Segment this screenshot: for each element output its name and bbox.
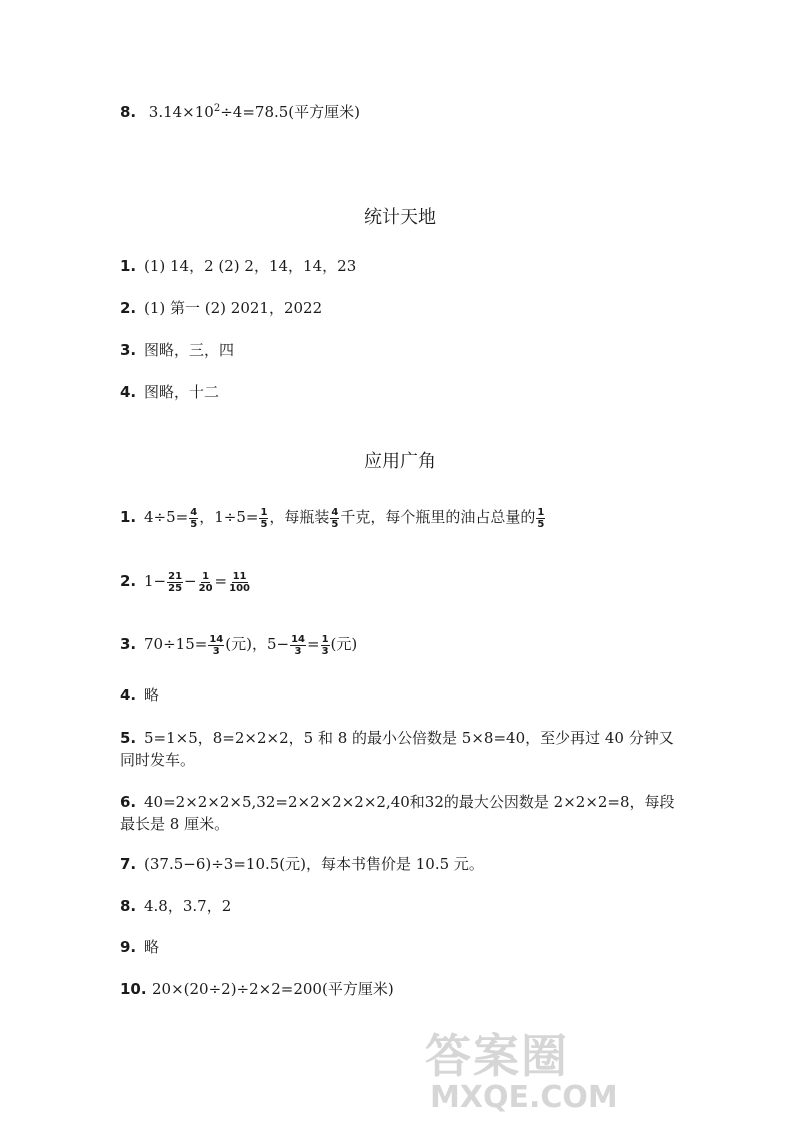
answer-line bbox=[120, 506, 740, 530]
denominator: 25 bbox=[168, 582, 183, 594]
item-number: 5. bbox=[120, 729, 137, 747]
item-number: 4. bbox=[120, 383, 137, 401]
fraction bbox=[228, 571, 251, 594]
item-number: 2. bbox=[120, 572, 137, 590]
answer-text: (1) 14，2 (2) 2，14，14，23 bbox=[144, 257, 357, 275]
answer-text: 5=1×5，8=2×2×2，5 和 8 的最小公倍数是 5×8=40，至少再过 40 分钟又同时发车。 bbox=[120, 729, 674, 769]
numerator: 1 bbox=[260, 506, 268, 518]
answer-text: 1− bbox=[144, 572, 167, 590]
numerator: 1 bbox=[321, 633, 329, 645]
numerator: 4 bbox=[190, 506, 198, 518]
fraction bbox=[189, 507, 198, 530]
answer-text: 图略，十二 bbox=[144, 383, 220, 401]
item-number: 4. bbox=[120, 686, 137, 704]
item-number: 8. bbox=[120, 103, 137, 121]
watermark-url: MXQE.COM bbox=[430, 1080, 618, 1115]
exponent: 2 bbox=[213, 103, 221, 114]
item-number: 7. bbox=[120, 855, 137, 873]
answer-text: (1) 第一 (2) 2021，2022 bbox=[144, 299, 323, 317]
numerator: 14 bbox=[291, 633, 305, 645]
answer-line bbox=[120, 381, 740, 403]
answer-line bbox=[120, 791, 680, 835]
numerator: 14 bbox=[209, 633, 224, 645]
answer-line bbox=[120, 936, 740, 958]
answer-text: 4.8，3.7，2 bbox=[144, 897, 232, 915]
denominator: 5 bbox=[190, 518, 198, 530]
denominator: 5 bbox=[260, 518, 268, 530]
watermark bbox=[425, 1020, 785, 1120]
answer-text: ，每瓶装 bbox=[269, 508, 330, 526]
answer-text: 70÷15= bbox=[144, 635, 208, 653]
fraction bbox=[321, 634, 330, 657]
answer-line bbox=[120, 633, 740, 657]
item-number: 6. bbox=[120, 793, 137, 811]
answer-text: ，1÷5= bbox=[199, 508, 259, 526]
denominator: 5 bbox=[537, 518, 545, 530]
item-number: 1. bbox=[120, 257, 137, 275]
fraction bbox=[208, 634, 224, 657]
denominator: 3 bbox=[212, 645, 220, 657]
answer-line bbox=[120, 978, 740, 1000]
answer-text: = bbox=[306, 635, 320, 653]
answer-text: (元)，5− bbox=[225, 635, 290, 653]
answer-line bbox=[120, 297, 740, 319]
numerator: 4 bbox=[331, 506, 339, 518]
answer-line bbox=[120, 895, 740, 917]
answer-text: 4÷5= bbox=[144, 508, 189, 526]
answer-text: ÷4=78.5(平方厘米) bbox=[220, 103, 361, 121]
section-title-statistics: 统计天地 bbox=[364, 207, 436, 228]
numerator: 1 bbox=[202, 570, 210, 582]
fraction bbox=[259, 507, 268, 530]
answer-line bbox=[120, 255, 740, 277]
answer-text: 图略，三，四 bbox=[144, 341, 235, 359]
answer-line bbox=[120, 570, 740, 594]
fraction bbox=[536, 507, 545, 530]
watermark-logo: 答案圈 bbox=[425, 1029, 569, 1083]
answer-text: = bbox=[214, 572, 228, 590]
denominator: 5 bbox=[331, 518, 339, 530]
denominator: 20 bbox=[198, 582, 213, 594]
item-number: 1. bbox=[120, 508, 137, 526]
fraction bbox=[330, 507, 339, 530]
answer-text: 20×(20÷2)÷2×2=200(平方厘米) bbox=[152, 980, 394, 998]
numerator: 21 bbox=[168, 570, 183, 582]
answer-text: (元) bbox=[330, 635, 358, 653]
answer-line bbox=[120, 684, 740, 706]
answer-text: 略 bbox=[144, 686, 160, 704]
item-number: 3. bbox=[120, 341, 137, 359]
fraction bbox=[167, 571, 183, 594]
answer-line bbox=[120, 339, 740, 361]
answer-line bbox=[120, 727, 680, 771]
answer-text: 40=2×2×2×5,32=2×2×2×2×2,40和32的最大公因数是 2×2×2=8，每段最长是 8 厘米。 bbox=[120, 793, 675, 833]
item-number: 2. bbox=[120, 299, 137, 317]
item-number: 8. bbox=[120, 897, 137, 915]
numerator: 11 bbox=[232, 570, 247, 582]
answer-line bbox=[120, 853, 740, 875]
answer-line-8-top bbox=[120, 98, 740, 123]
fraction bbox=[290, 634, 306, 657]
section-title-application: 应用广角 bbox=[364, 451, 436, 472]
answer-text: (37.5−6)÷3=10.5(元)，每本书售价是 10.5 元。 bbox=[144, 855, 484, 873]
answer-text: 3.14×10 bbox=[148, 103, 214, 121]
denominator: 100 bbox=[229, 582, 250, 594]
denominator: 3 bbox=[321, 645, 329, 657]
answer-text: 千克，每个瓶里的油占总量的 bbox=[340, 508, 536, 526]
denominator: 3 bbox=[294, 645, 302, 657]
item-number: 10. bbox=[120, 980, 147, 998]
item-number: 9. bbox=[120, 938, 137, 956]
answer-text: 略 bbox=[144, 938, 160, 956]
item-number: 3. bbox=[120, 635, 137, 653]
numerator: 1 bbox=[537, 506, 545, 518]
fraction bbox=[198, 571, 214, 594]
answer-text: − bbox=[184, 572, 197, 590]
